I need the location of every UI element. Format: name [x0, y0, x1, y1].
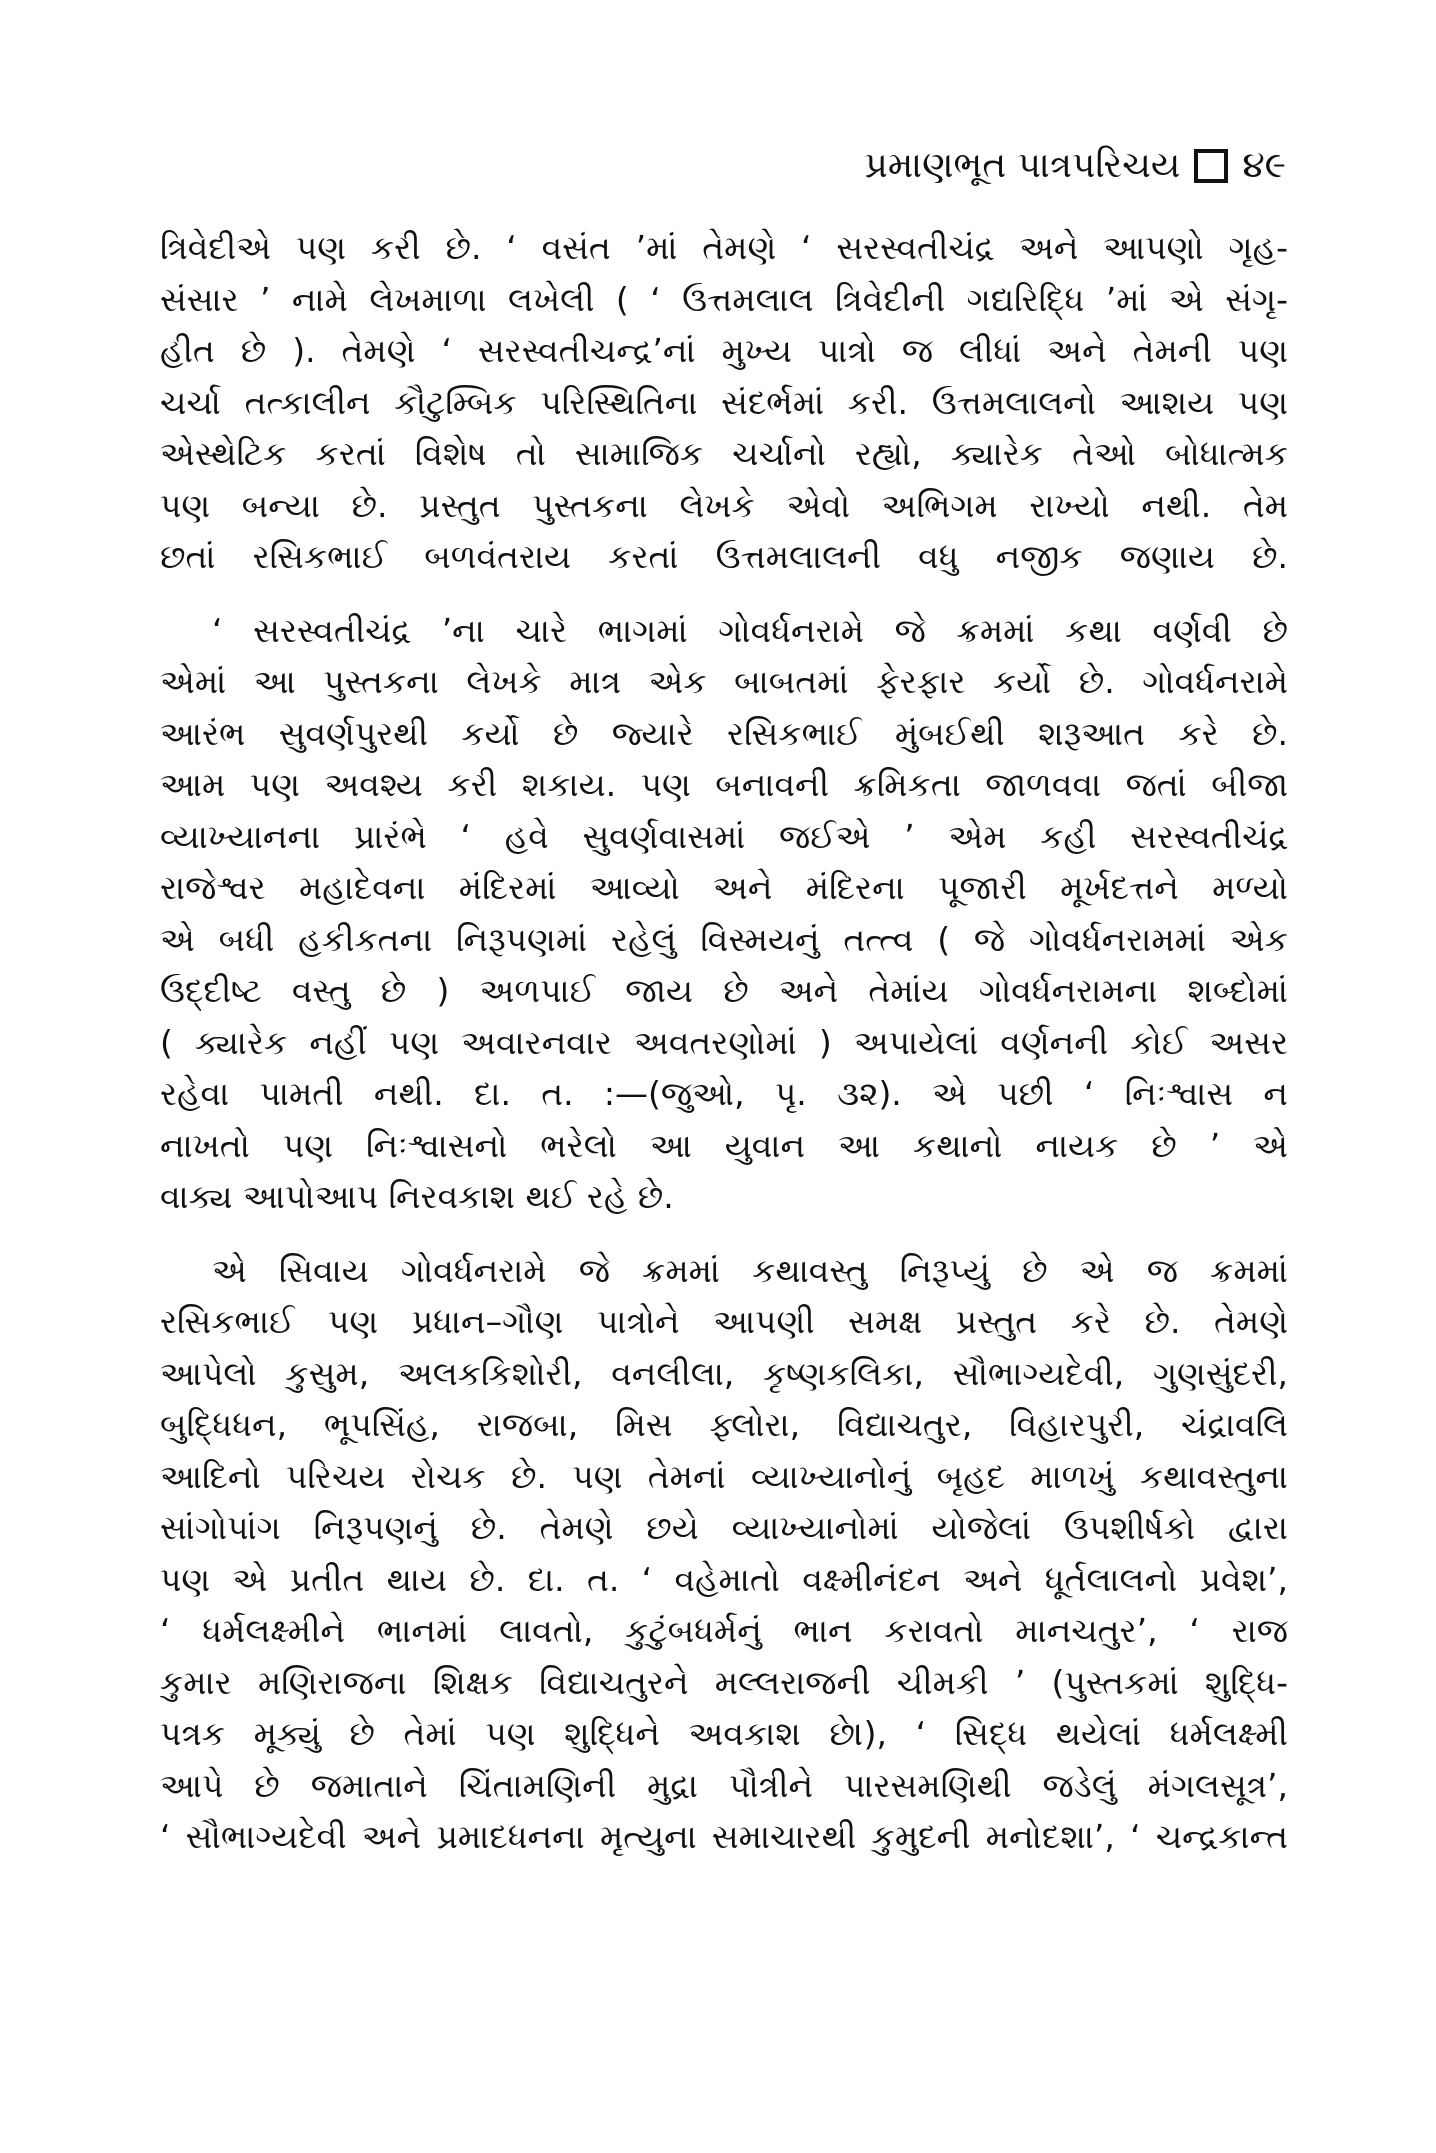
text-line: રસિકભાઈ પણ પ્રધાન–ગૌણ પાત્રોને આપણી સમક્ષ પ્રસ્તુત કરે છે. તેમણે — [160, 1302, 1288, 1341]
text-line: રહેવા પામતી નથી. દા. ત. :—(જુઓ, પૃ. ૩૨). એ પછી ‘ નિઃશ્વાસ ન — [160, 1074, 1288, 1113]
text-line: છતાં રસિકભાઈ બળવંતરાય કરતાં ઉત્તમલાલની વધુ નજીક જણાય છે. — [160, 537, 1288, 576]
text-line: ઉદ્દીષ્ટ વસ્તુ છે ) અળપાઈ જાય છે અને તેમાંય ગોવર્ધનરામના શબ્દોમાં — [160, 971, 1288, 1010]
text-line: સંસાર ’ નામે લેખમાળા લખેલી ( ‘ ઉત્તમલાલ ત્રિવેદીની ગદ્યરિદ્ધિ ’માં એ સંગૃ- — [160, 279, 1288, 319]
body-text — [160, 222, 1288, 1863]
text-line: ત્રિવેદીએ પણ કરી છે. ‘ વસંત ’માં તેમણે ‘ સરસ્વતીચંદ્ર અને આપણો ગૃહ- — [160, 228, 1288, 267]
text-line: આમ પણ અવશ્ય કરી શકાય. પણ બનાવની ક્રમિકતા જાળવવા જતાં બીજા — [160, 765, 1288, 804]
page-number: ૪૯ — [1242, 145, 1286, 186]
text-line: કુમાર મણિરાજના શિક્ષક વિદ્યાચતુરને મલ્લરાજની ચીમકી ’ (પુસ્તકમાં શુદ્ધિ- — [160, 1662, 1288, 1702]
text-line: ‘ ધર્મલક્ષ્મીને ભાનમાં લાવતો, કુટુંબધર્મનું ભાન કરાવતો માનચતુર’, ‘ રાજ — [160, 1611, 1288, 1650]
text-line: એમાં આ પુસ્તકના લેખકે માત્ર એક બાબતમાં ફેરફાર કર્યો છે. ગોવર્ધનરામે — [160, 662, 1288, 701]
header-box-ornament — [1194, 149, 1228, 183]
text-line: રાજેશ્વર મહાદેવના મંદિરમાં આવ્યો અને મંદિરના પૂજારી મૂર્ખદત્તને મળ્યો — [160, 868, 1288, 907]
text-line: પત્રક મૂક્યું છે તેમાં પણ શુદ્ધિને અવકાશ છે।), ‘ સિદ્ધ થયેલાં ધર્મલક્ષ્મી — [160, 1714, 1288, 1753]
text-line: વાક્ય આપોઆપ નિરવકાશ થઈ રહે છે. — [160, 1177, 674, 1216]
text-line: ( ક્યારેક નહીં પણ અવારનવાર અવતરણોમાં ) અપાયેલાં વર્ણનની કોઈ અસર — [160, 1022, 1288, 1062]
text-line: આદિનો પરિચય રોચક છે. પણ તેમનાં વ્યાખ્યાનોનું બૃહદ માળખું કથાવસ્તુના — [160, 1456, 1288, 1496]
text-line: ચર્ચા તત્કાલીન કૌટુમ્બિક પરિસ્થિતિના સંદર્ભમાં કરી. ઉત્તમલાલનો આશય પણ — [160, 382, 1288, 422]
running-header-title: પ્રમાણભૂત પાત્રપરિચય — [864, 145, 1181, 186]
paragraph-break — [160, 583, 1288, 605]
text-line: સાંગોપાંગ નિરૂપણનું છે. તેમણે છયે વ્યાખ્યાનોમાં યોજેલાં ઉપશીર્ષકો દ્વારા — [160, 1508, 1288, 1547]
text-line: આપે છે જમાતાને ચિંતામણિની મુદ્રા પૌત્રીને પારસમણિથી જડેલું મંગલસૂત્ર’, — [160, 1765, 1288, 1805]
text-line: આરંભ સુવર્ણપુરથી કર્યો છે જ્યારે રસિકભાઈ મુંબઈથી શરૂઆત કરે છે. — [160, 713, 1288, 753]
text-line: એસ્થેટિક કરતાં વિશેષ તો સામાજિક ચર્ચાનો રહ્યો, ક્યારેક તેઓ બોધાત્મક — [160, 434, 1288, 473]
text-line: ‘ સૌભાગ્યદેવી અને પ્રમાદધનના મૃત્યુના સમાચારથી કુમુદની મનોદશા’, ‘ ચન્દ્રકાન્ત — [160, 1817, 1288, 1856]
text-line: બુદ્ધિધન, ભૂપસિંહ, રાજબા, મિસ ફ્લોરા, વિદ્યાચતુર, વિહારપુરી, ચંદ્રાવલિ — [160, 1405, 1288, 1444]
text-line: હીત છે ). તેમણે ‘ સરસ્વતીચન્દ્ર’નાં મુખ્ય પાત્રો જ લીધાં અને તેમની પણ — [160, 331, 1288, 370]
text-line: પણ એ પ્રતીત થાય છે. દા. ત. ‘ વહેમાતો વક્ષ્મીનંદન અને ધૂર્તલાલનો પ્રવેશ’, — [160, 1559, 1288, 1599]
text-line: પણ બન્યા છે. પ્રસ્તુત પુસ્તકના લેખકે એવો અભિગમ રાખ્યો નથી. તેમ — [160, 485, 1288, 525]
paragraph-break — [160, 1223, 1288, 1245]
text-line: વ્યાખ્યાનના પ્રારંભે ‘ હવે સુવર્ણવાસમાં જઈએ ’ એમ કહી સરસ્વતીચંદ્ર — [160, 816, 1288, 856]
text-line: એ બધી હકીકતના નિરૂપણમાં રહેલું વિસ્મયનું તત્ત્વ ( જે ગોવર્ધનરામમાં એક — [160, 919, 1288, 959]
running-header — [864, 145, 1286, 186]
text-line: એ સિવાય ગોવર્ધનરામે જે ક્રમમાં કથાવસ્તુ નિરૂપ્યું છે એ જ ક્રમમાં — [212, 1250, 1288, 1290]
text-line: આપેલો કુસુમ, અલકકિશોરી, વનલીલા, કૃષ્ણકલિકા, સૌભાગ્યદેવી, ગુણસુંદરી, — [160, 1353, 1288, 1393]
text-line: ‘ સરસ્વતીચંદ્ર ’ના ચારે ભાગમાં ગોવર્ધનરામે જે ક્રમમાં કથા વર્ણવી છે — [212, 610, 1288, 650]
text-line: નાખતો પણ નિઃશ્વાસનો ભરેલો આ યુવાન આ કથાનો નાયક છે ’ એ — [160, 1125, 1288, 1165]
